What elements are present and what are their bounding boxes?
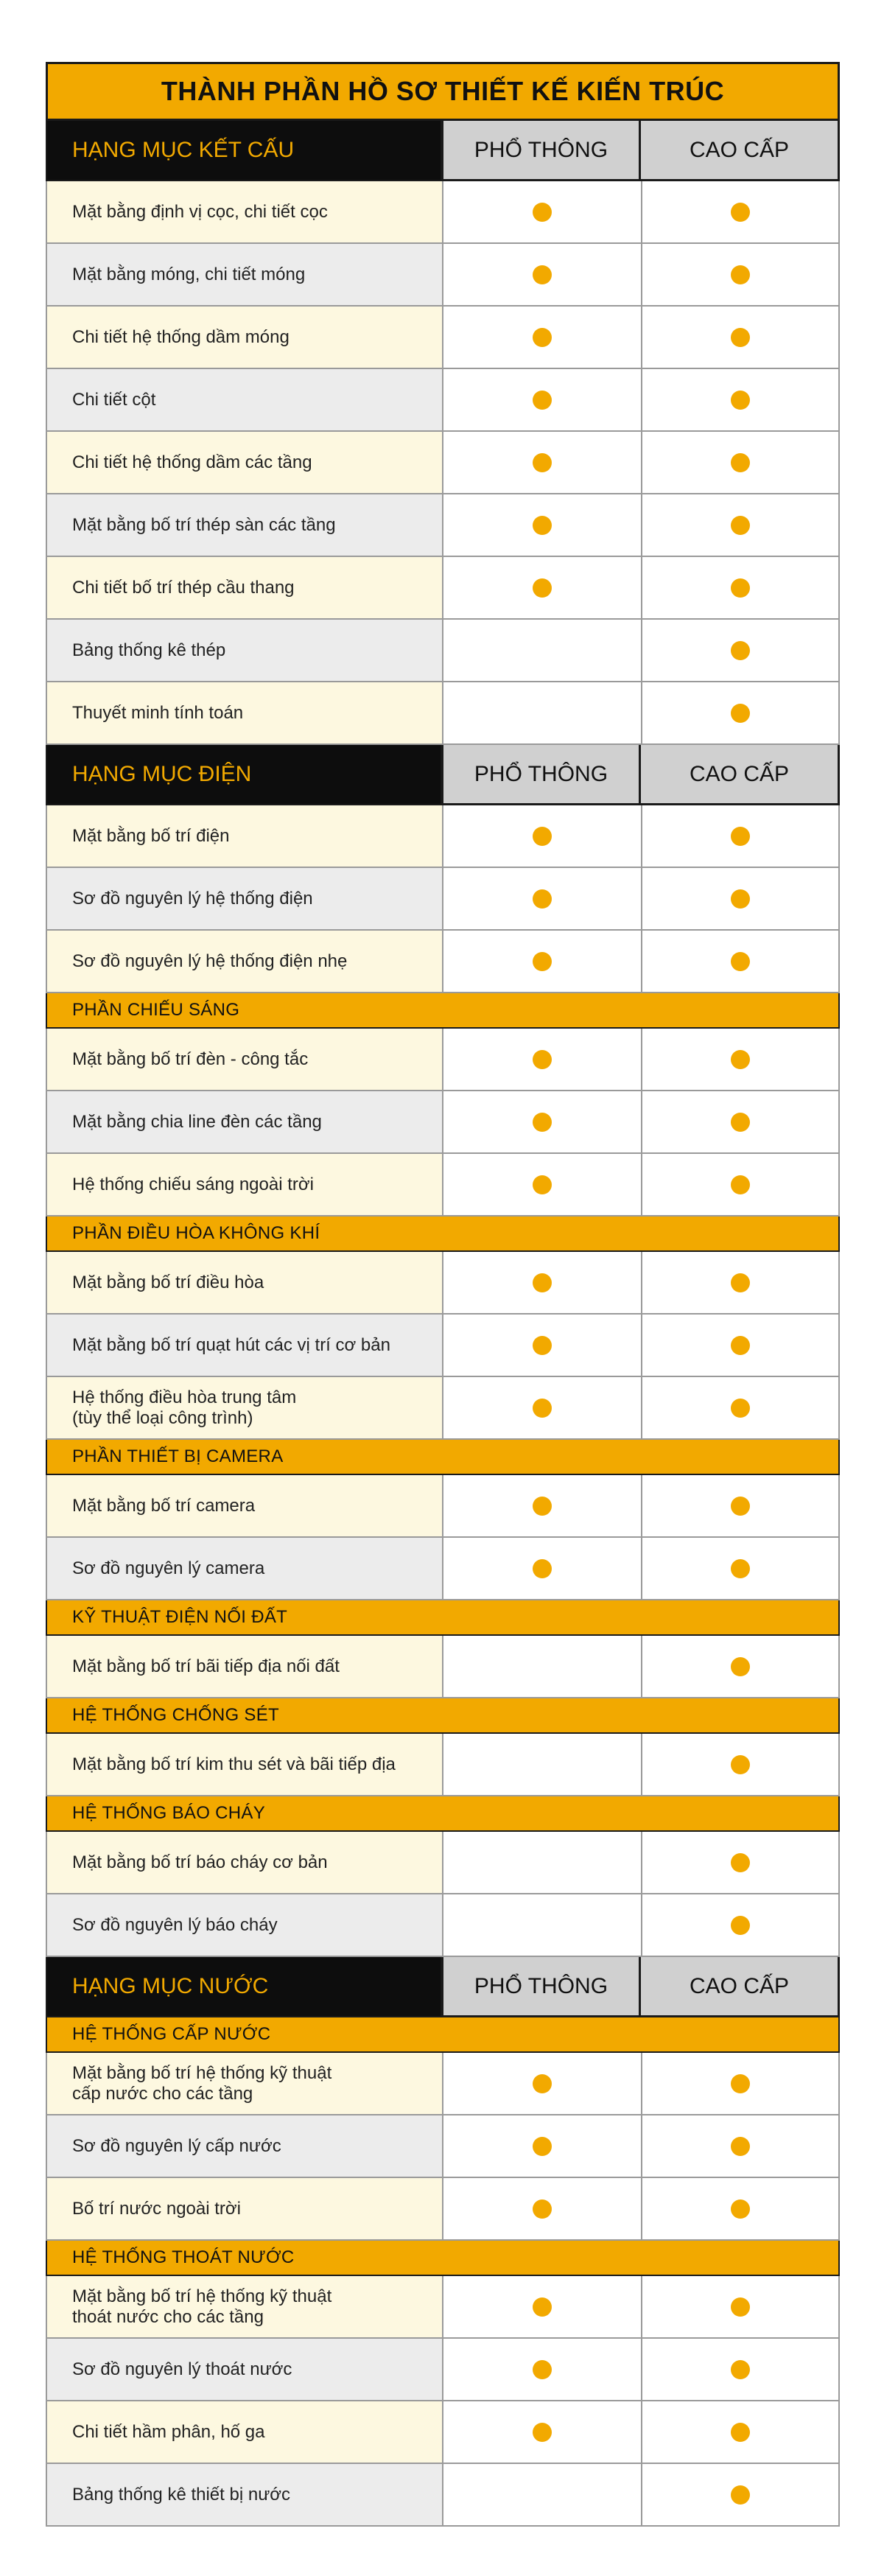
table-row bbox=[46, 931, 840, 993]
row-label-text: Mặt bằng bố trí hệ thống kỹ thuật bbox=[72, 2286, 332, 2306]
row-label-text: Bảng thống kê thép bbox=[72, 640, 226, 660]
cell-basic bbox=[442, 2053, 641, 2115]
row-label bbox=[46, 805, 442, 868]
camera-list bbox=[46, 1475, 840, 1600]
cell-premium bbox=[641, 2276, 840, 2339]
cell-basic bbox=[442, 1377, 641, 1440]
fire-list bbox=[46, 1832, 840, 1957]
row-label bbox=[46, 1636, 442, 1698]
row-label-text-line2: cấp nước cho các tầng bbox=[72, 2083, 253, 2104]
cell-premium bbox=[641, 1091, 840, 1154]
included-dot-icon bbox=[533, 1399, 552, 1418]
included-dot-icon bbox=[731, 265, 750, 284]
included-dot-icon bbox=[731, 2297, 750, 2317]
row-label-text: Mặt bằng bố trí báo cháy cơ bản bbox=[72, 1852, 328, 1872]
section-label: HẠNG MỤC ĐIỆN bbox=[46, 745, 442, 805]
cell-premium bbox=[641, 1832, 840, 1894]
row-label bbox=[46, 2339, 442, 2401]
included-dot-icon bbox=[731, 328, 750, 347]
table-row bbox=[46, 1734, 840, 1796]
table-row bbox=[46, 1832, 840, 1894]
cell-premium bbox=[641, 1538, 840, 1600]
table-row bbox=[46, 2115, 840, 2178]
included-dot-icon bbox=[533, 1273, 552, 1292]
cell-premium bbox=[641, 1734, 840, 1796]
column-header-premium: CAO CẤP bbox=[641, 745, 840, 805]
included-dot-icon bbox=[533, 265, 552, 284]
cell-basic bbox=[442, 2276, 641, 2339]
cell-premium bbox=[641, 1894, 840, 1957]
included-dot-icon bbox=[731, 2074, 750, 2093]
row-label-text: Sơ đồ nguyên lý hệ thống điện bbox=[72, 888, 313, 909]
row-label bbox=[46, 1315, 442, 1377]
structure-list bbox=[46, 181, 840, 745]
subsection-camera: PHẦN THIẾT BỊ CAMERA bbox=[46, 1440, 840, 1475]
cell-premium bbox=[641, 1377, 840, 1440]
row-label bbox=[46, 2464, 442, 2527]
row-label bbox=[46, 494, 442, 557]
cell-premium bbox=[641, 369, 840, 432]
row-label-text: Mặt bằng bố trí đèn - công tắc bbox=[72, 1049, 309, 1069]
table-row bbox=[46, 1154, 840, 1217]
cell-premium bbox=[641, 1636, 840, 1698]
section-label: HẠNG MỤC NƯỚC bbox=[46, 1957, 442, 2017]
table-row bbox=[46, 494, 840, 557]
included-dot-icon bbox=[533, 1336, 552, 1355]
row-label-text: Mặt bằng bố trí điện bbox=[72, 825, 230, 846]
included-dot-icon bbox=[731, 1175, 750, 1194]
included-dot-icon bbox=[731, 2485, 750, 2505]
cell-basic bbox=[442, 1315, 641, 1377]
row-label bbox=[46, 2401, 442, 2464]
cell-premium bbox=[641, 682, 840, 745]
table-row bbox=[46, 1091, 840, 1154]
included-dot-icon bbox=[533, 2297, 552, 2317]
cell-basic bbox=[442, 682, 641, 745]
cell-basic bbox=[442, 2115, 641, 2178]
cell-basic bbox=[442, 2339, 641, 2401]
table-row bbox=[46, 620, 840, 682]
table-row bbox=[46, 2401, 840, 2464]
included-dot-icon bbox=[533, 2360, 552, 2379]
included-dot-icon bbox=[731, 641, 750, 660]
included-dot-icon bbox=[731, 391, 750, 410]
row-label-text: Sơ đồ nguyên lý hệ thống điện nhẹ bbox=[72, 951, 348, 971]
row-label bbox=[46, 244, 442, 307]
row-label-text: Sơ đồ nguyên lý thoát nước bbox=[72, 2359, 292, 2379]
cell-basic bbox=[442, 2464, 641, 2527]
included-dot-icon bbox=[533, 2423, 552, 2442]
cell-premium bbox=[641, 2178, 840, 2241]
row-label-text: Mặt bằng chia line đèn các tầng bbox=[72, 1111, 322, 1132]
cell-premium bbox=[641, 2464, 840, 2527]
row-label bbox=[46, 1832, 442, 1894]
table-row bbox=[46, 369, 840, 432]
row-label-text-line2: thoát nước cho các tầng bbox=[72, 2306, 264, 2327]
cell-premium bbox=[641, 2115, 840, 2178]
row-label-text: Mặt bằng bố trí quạt hút các vị trí cơ bản bbox=[72, 1334, 390, 1355]
included-dot-icon bbox=[731, 2199, 750, 2219]
row-label bbox=[46, 1154, 442, 1217]
subsection-lightning: HỆ THỐNG CHỐNG SÉT bbox=[46, 1698, 840, 1734]
supply-list bbox=[46, 2053, 840, 2241]
row-label bbox=[46, 931, 442, 993]
row-label bbox=[46, 682, 442, 745]
table-row bbox=[46, 432, 840, 494]
included-dot-icon bbox=[731, 1657, 750, 1676]
subsection-hvac: PHẦN ĐIỀU HÒA KHÔNG KHÍ bbox=[46, 1217, 840, 1252]
included-dot-icon bbox=[731, 1050, 750, 1069]
row-label bbox=[46, 620, 442, 682]
row-label-text: Chi tiết hệ thống dầm móng bbox=[72, 326, 290, 347]
cell-premium bbox=[641, 1154, 840, 1217]
table-row bbox=[46, 557, 840, 620]
row-label bbox=[46, 432, 442, 494]
cell-basic bbox=[442, 1538, 641, 1600]
cell-basic bbox=[442, 1154, 641, 1217]
included-dot-icon bbox=[731, 2137, 750, 2156]
section-label: HẠNG MỤC KẾT CẤU bbox=[46, 121, 442, 181]
included-dot-icon bbox=[533, 952, 552, 971]
cell-premium bbox=[641, 244, 840, 307]
table-row bbox=[46, 805, 840, 868]
row-label bbox=[46, 1377, 442, 1440]
page-title: THÀNH PHẦN HỒ SƠ THIẾT KẾ KIẾN TRÚC bbox=[46, 62, 840, 121]
row-label-text: Hệ thống điều hòa trung tâm bbox=[72, 1387, 297, 1407]
table-row bbox=[46, 307, 840, 369]
included-dot-icon bbox=[533, 2074, 552, 2093]
column-header-premium: CAO CẤP bbox=[641, 1957, 840, 2017]
cell-basic bbox=[442, 307, 641, 369]
row-label-text: Mặt bằng bố trí bãi tiếp địa nối đất bbox=[72, 1656, 340, 1676]
row-label-text: Thuyết minh tính toán bbox=[72, 702, 244, 723]
cell-basic bbox=[442, 868, 641, 931]
row-label bbox=[46, 307, 442, 369]
subsection-fire-alarm: HỆ THỐNG BÁO CHÁY bbox=[46, 1796, 840, 1832]
cell-basic bbox=[442, 557, 641, 620]
row-label-text-line2: (tùy thể loại công trình) bbox=[72, 1407, 253, 1428]
included-dot-icon bbox=[731, 203, 750, 222]
cell-basic bbox=[442, 805, 641, 868]
table-row bbox=[46, 1252, 840, 1315]
cell-premium bbox=[641, 805, 840, 868]
subsection-grounding: KỸ THUẬT ĐIỆN NỐI ĐẤT bbox=[46, 1600, 840, 1636]
included-dot-icon bbox=[731, 1336, 750, 1355]
table-row bbox=[46, 2464, 840, 2527]
table-row bbox=[46, 1029, 840, 1091]
row-label bbox=[46, 1029, 442, 1091]
cell-premium bbox=[641, 1475, 840, 1538]
cell-premium bbox=[641, 620, 840, 682]
included-dot-icon bbox=[533, 453, 552, 472]
row-label-text: Mặt bằng bố trí hệ thống kỹ thuật bbox=[72, 2062, 332, 2083]
cell-premium bbox=[641, 868, 840, 931]
included-dot-icon bbox=[533, 1113, 552, 1132]
section-header-water bbox=[46, 1957, 840, 2017]
included-dot-icon bbox=[731, 1273, 750, 1292]
included-dot-icon bbox=[731, 2423, 750, 2442]
row-label bbox=[46, 868, 442, 931]
table-row bbox=[46, 868, 840, 931]
row-label bbox=[46, 2053, 442, 2115]
row-label bbox=[46, 1252, 442, 1315]
table-row bbox=[46, 1315, 840, 1377]
included-dot-icon bbox=[731, 1755, 750, 1774]
cell-basic bbox=[442, 1091, 641, 1154]
included-dot-icon bbox=[731, 889, 750, 909]
table-row bbox=[46, 1538, 840, 1600]
included-dot-icon bbox=[533, 1559, 552, 1578]
included-dot-icon bbox=[533, 1497, 552, 1516]
included-dot-icon bbox=[731, 1916, 750, 1935]
row-label-text: Hệ thống chiếu sáng ngoài trời bbox=[72, 1174, 314, 1194]
spec-table bbox=[46, 62, 840, 2527]
row-label-text: Sơ đồ nguyên lý camera bbox=[72, 1558, 265, 1578]
row-label-text: Mặt bằng bố trí kim thu sét và bãi tiếp địa bbox=[72, 1754, 396, 1774]
cell-basic bbox=[442, 369, 641, 432]
included-dot-icon bbox=[533, 1175, 552, 1194]
cell-premium bbox=[641, 2053, 840, 2115]
included-dot-icon bbox=[533, 2137, 552, 2156]
row-label-text: Mặt bằng định vị cọc, chi tiết cọc bbox=[72, 201, 328, 222]
cell-premium bbox=[641, 1315, 840, 1377]
row-label-text: Sơ đồ nguyên lý cấp nước bbox=[72, 2135, 281, 2156]
subsection-lighting: PHẦN CHIẾU SÁNG bbox=[46, 993, 840, 1029]
row-label bbox=[46, 2178, 442, 2241]
table-row bbox=[46, 1636, 840, 1698]
row-label-text: Chi tiết cột bbox=[72, 389, 156, 410]
table-row bbox=[46, 2178, 840, 2241]
row-label bbox=[46, 2115, 442, 2178]
cell-premium bbox=[641, 181, 840, 244]
cell-basic bbox=[442, 1475, 641, 1538]
included-dot-icon bbox=[731, 1853, 750, 1872]
subsection-drainage: HỆ THỐNG THOÁT NƯỚC bbox=[46, 2241, 840, 2276]
included-dot-icon bbox=[731, 1399, 750, 1418]
included-dot-icon bbox=[731, 704, 750, 723]
row-label-text: Sơ đồ nguyên lý báo cháy bbox=[72, 1914, 278, 1935]
cell-premium bbox=[641, 494, 840, 557]
lighting-list bbox=[46, 1029, 840, 1217]
cell-basic bbox=[442, 244, 641, 307]
included-dot-icon bbox=[731, 453, 750, 472]
table-row bbox=[46, 2053, 840, 2115]
cell-basic bbox=[442, 1252, 641, 1315]
table-row bbox=[46, 2339, 840, 2401]
row-label bbox=[46, 2276, 442, 2339]
row-label-text: Mặt bằng móng, chi tiết móng bbox=[72, 264, 306, 284]
section-header-structure bbox=[46, 121, 840, 181]
row-label-text: Mặt bằng bố trí camera bbox=[72, 1495, 256, 1516]
row-label bbox=[46, 1538, 442, 1600]
included-dot-icon bbox=[731, 2360, 750, 2379]
row-label-text: Chi tiết hầm phân, hố ga bbox=[72, 2421, 265, 2442]
cell-premium bbox=[641, 432, 840, 494]
lightning-list bbox=[46, 1734, 840, 1796]
included-dot-icon bbox=[731, 827, 750, 846]
column-header-premium: CAO CẤP bbox=[641, 121, 840, 181]
included-dot-icon bbox=[533, 889, 552, 909]
included-dot-icon bbox=[533, 516, 552, 535]
table-row bbox=[46, 1475, 840, 1538]
cell-premium bbox=[641, 2339, 840, 2401]
included-dot-icon bbox=[731, 1559, 750, 1578]
cell-basic bbox=[442, 2178, 641, 2241]
cell-premium bbox=[641, 557, 840, 620]
row-label bbox=[46, 1734, 442, 1796]
cell-basic bbox=[442, 1029, 641, 1091]
cell-premium bbox=[641, 931, 840, 993]
row-label bbox=[46, 1894, 442, 1957]
subsection-water-supply: HỆ THỐNG CẤP NƯỚC bbox=[46, 2017, 840, 2053]
cell-basic bbox=[442, 931, 641, 993]
row-label bbox=[46, 369, 442, 432]
row-label bbox=[46, 1091, 442, 1154]
table-row bbox=[46, 1894, 840, 1957]
electric-list bbox=[46, 805, 840, 993]
included-dot-icon bbox=[533, 328, 552, 347]
table-row bbox=[46, 244, 840, 307]
table-row bbox=[46, 1377, 840, 1440]
cell-basic bbox=[442, 1734, 641, 1796]
cell-basic bbox=[442, 1832, 641, 1894]
drainage-list bbox=[46, 2276, 840, 2527]
row-label-text: Bảng thống kê thiết bị nước bbox=[72, 2484, 290, 2505]
row-label-text: Chi tiết hệ thống dầm các tầng bbox=[72, 452, 312, 472]
cell-basic bbox=[442, 1636, 641, 1698]
included-dot-icon bbox=[533, 1050, 552, 1069]
included-dot-icon bbox=[533, 203, 552, 222]
included-dot-icon bbox=[731, 578, 750, 598]
included-dot-icon bbox=[731, 1497, 750, 1516]
row-label-text: Mặt bằng bố trí điều hòa bbox=[72, 1272, 264, 1292]
included-dot-icon bbox=[731, 952, 750, 971]
table-row bbox=[46, 2276, 840, 2339]
included-dot-icon bbox=[731, 516, 750, 535]
included-dot-icon bbox=[731, 1113, 750, 1132]
row-label-text: Chi tiết bố trí thép cầu thang bbox=[72, 577, 295, 598]
section-header-electric bbox=[46, 745, 840, 805]
row-label bbox=[46, 181, 442, 244]
row-label-text: Bố trí nước ngoài trời bbox=[72, 2198, 241, 2219]
included-dot-icon bbox=[533, 391, 552, 410]
cell-premium bbox=[641, 1029, 840, 1091]
grounding-list bbox=[46, 1636, 840, 1698]
column-header-basic: PHỔ THÔNG bbox=[442, 745, 641, 805]
row-label bbox=[46, 1475, 442, 1538]
included-dot-icon bbox=[533, 578, 552, 598]
cell-basic bbox=[442, 2401, 641, 2464]
row-label-text: Mặt bằng bố trí thép sàn các tầng bbox=[72, 514, 336, 535]
included-dot-icon bbox=[533, 2199, 552, 2219]
cell-basic bbox=[442, 620, 641, 682]
hvac-list bbox=[46, 1252, 840, 1440]
included-dot-icon bbox=[533, 827, 552, 846]
cell-premium bbox=[641, 2401, 840, 2464]
column-header-basic: PHỔ THÔNG bbox=[442, 1957, 641, 2017]
table-row bbox=[46, 682, 840, 745]
cell-premium bbox=[641, 1252, 840, 1315]
cell-basic bbox=[442, 1894, 641, 1957]
cell-basic bbox=[442, 494, 641, 557]
cell-premium bbox=[641, 307, 840, 369]
table-row bbox=[46, 181, 840, 244]
cell-basic bbox=[442, 432, 641, 494]
row-label bbox=[46, 557, 442, 620]
column-header-basic: PHỔ THÔNG bbox=[442, 121, 641, 181]
cell-basic bbox=[442, 181, 641, 244]
